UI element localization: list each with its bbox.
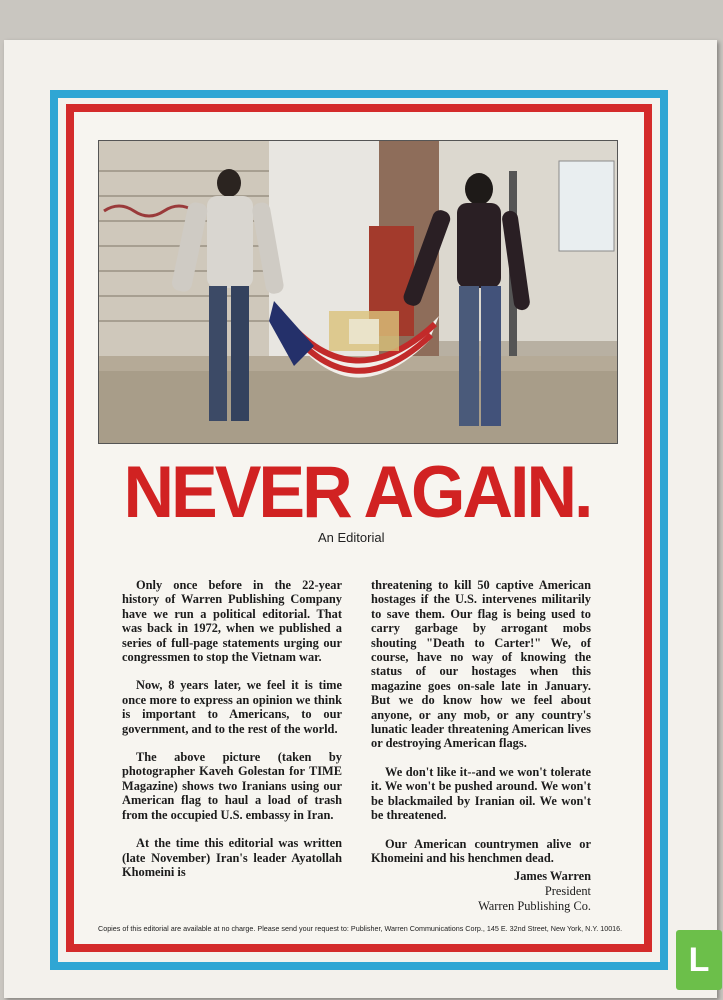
headline: NEVER AGAIN. xyxy=(123,451,591,533)
paragraph: Now, 8 years later, we feel it is time once more to express an opinion we think is important to Americans, to our government, and to the rest of the world. xyxy=(122,678,342,736)
footer-note: Copies of this editorial are available at no charge. Please send your request to: Publisher, Warren Communications Corp., 145 E. 32nd Street, New York, N.Y. 10016. xyxy=(98,924,623,933)
subhead: An Editorial xyxy=(318,530,385,545)
right-column xyxy=(371,578,591,913)
watermark-logo: L xyxy=(676,930,722,990)
signature xyxy=(371,869,591,913)
signature-title: President xyxy=(544,883,591,898)
paragraph: We don't like it--and we won't tolerate it. We won't be pushed around. We won't be blackmailed by Iranian oil. We won't be threatened. xyxy=(371,764,591,823)
left-column xyxy=(122,578,342,893)
paragraph: Only once before in the 22-year history of Warren Publishing Company have we run a political editorial. That was back in 1972, when we published a series of full-page statements urging our congressmen to stop the Vietnam war. xyxy=(122,578,342,665)
paragraph: threatening to kill 50 captive American hostages if the U.S. intervenes militarily to save them. Our flag is being used to carry garbage by arrogant mobs shouting "Death to Carter!" We, of course, have no way of knowing the status of our hostages when this magazine goes on-sale late in January. But we do know how we feel about anyone, or any mob, or any country's lunatic leader threatening American lives or destroying American flags. xyxy=(371,578,591,751)
signature-company: Warren Publishing Co. xyxy=(478,898,591,913)
paragraph: The above picture (taken by photographer Kaveh Golestan for TIME Magazine) shows two Iranians using our American flag to haul a load of trash from the occupied U.S. embassy in Iran. xyxy=(122,750,342,822)
paragraph: Our American countrymen alive or Khomeini and his henchmen dead. xyxy=(371,836,591,865)
paragraph: At the time this editorial was written (late November) Iran's leader Ayatollah Khomeini is xyxy=(122,836,342,879)
editorial-photo xyxy=(98,140,618,444)
signature-name: James Warren xyxy=(514,869,591,884)
